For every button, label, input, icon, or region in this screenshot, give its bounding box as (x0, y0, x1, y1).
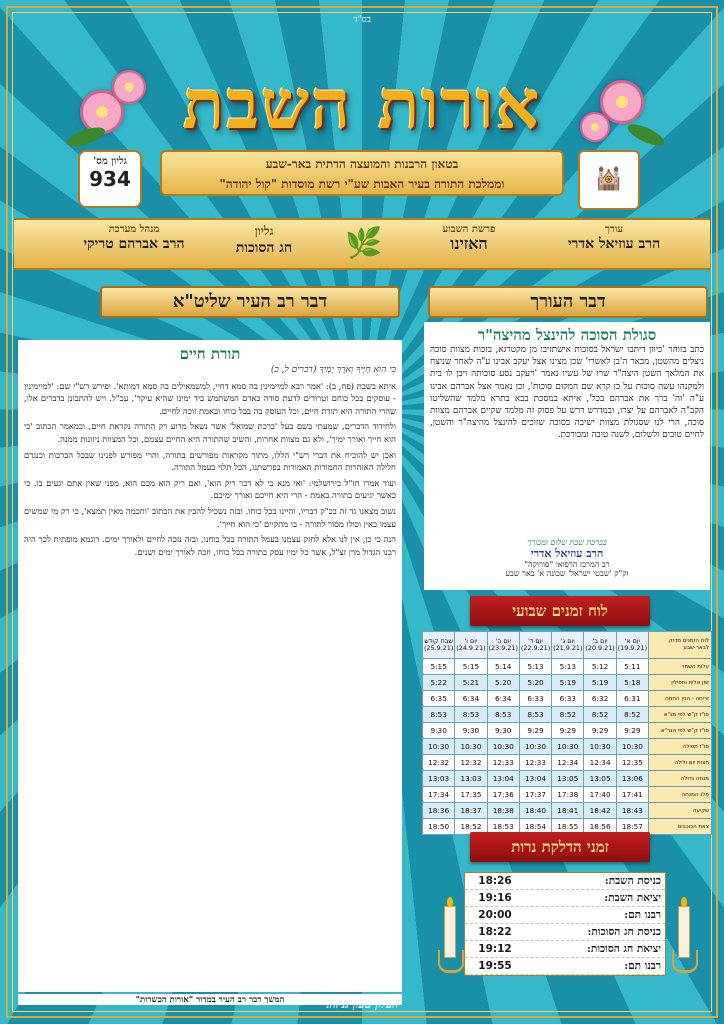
times-row-label: צאת הכוכבים (649, 819, 712, 835)
time-cell: 18:43 (616, 803, 648, 819)
time-cell: 18:42 (584, 803, 616, 819)
time-cell: 10:30 (423, 739, 455, 755)
publisher-line-1: בטאון הרבנות והמועצה הדתית באר-שבע (265, 157, 459, 171)
times-row-label: סו"ז ק"ש לפי הגר"א (649, 723, 712, 739)
time-cell: 8:52 (616, 707, 648, 723)
time-cell: 5:20 (519, 675, 551, 691)
time-cell: 6:34 (487, 691, 519, 707)
editor-block (534, 224, 694, 253)
times-row-label: פלג המנחה (649, 787, 712, 803)
institution-logo-icon: 🕍 (578, 150, 640, 210)
parasha-name: האזינו (450, 234, 488, 253)
time-cell: 10:30 (584, 739, 616, 755)
time-cell: 5:18 (616, 675, 648, 691)
verse-quote: כִּי הוּא חַיֶּיךָ וְאֹרֶךְ יָמֶיךָ (דברים ל, כ) (270, 365, 396, 375)
time-cell: 10:30 (552, 739, 584, 755)
time-cell: 18:38 (487, 803, 519, 819)
time-cell: 8:52 (552, 707, 584, 723)
gilyon-block (214, 224, 314, 257)
signature-title-2: וק"ק 'שבטי ישראל' שכונה א' באר שבע (505, 569, 629, 578)
time-cell: 12:32 (423, 755, 455, 771)
lulav-icon: 🌿 (345, 226, 383, 261)
time-cell: 5:20 (487, 675, 519, 691)
candlestick-base-icon (438, 950, 464, 973)
time-cell: 5:14 (487, 659, 519, 675)
info-bar (14, 218, 710, 270)
issue-box (78, 150, 142, 208)
time-cell: 10:30 (455, 739, 487, 755)
times-row-label: חצות יום ולילה (649, 755, 712, 771)
candle-time-row (465, 958, 665, 975)
article-paragraph: ואכן יש להוכיח את דברי רש"י הללו, מתוך מקראות מפורשים בתורה, והרי מפורש לפנינו שבכל הברכות וכנגדם חלילה האזהרות החמורות האמורות בפרשתנו, הכל תלוי בעמל התורה. (24, 449, 396, 473)
time-cell: 17:34 (423, 787, 455, 803)
times-row-label: זריחה - הנץ החמה (649, 691, 712, 707)
candle-time-value: 19:16 (478, 892, 512, 904)
publisher-line-2: וממלכת התורה בעיר האבות שע"י רשת מוסדות "קול יהודה" (219, 177, 505, 191)
times-row (423, 771, 712, 787)
times-row (423, 755, 712, 771)
candle-time-row (465, 924, 665, 941)
time-cell: 5:13 (519, 659, 551, 675)
time-cell: 6:33 (552, 691, 584, 707)
time-cell: 13:04 (487, 771, 519, 787)
day-header (584, 632, 616, 659)
candle-time-value: 18:26 (478, 875, 512, 887)
day-date: (22.9.21) (520, 644, 551, 652)
candle-time-label: יציאת חג הסוכות: (587, 943, 661, 955)
time-cell: 9:29 (519, 723, 551, 739)
manager-heading: מנהל מערכת (108, 224, 160, 235)
time-cell: 13:05 (584, 771, 616, 787)
time-cell: 13:03 (423, 771, 455, 787)
article-paragraph: ועוד אמרו חז"ל בירושלמי: 'ואי מנא כי לא דבר ריק הוא', ואם ריק הוא מכם הוא, מפני שאין אתם יגעים בו. כי כאשר יגיעים בתורה באמת - הרי היא חייכם ואורך ימיכם. (24, 477, 396, 501)
editor-heading: עורך (604, 224, 624, 235)
time-cell: 9:29 (552, 723, 584, 739)
candle-time-value: 20:00 (478, 909, 512, 921)
day-header (552, 632, 584, 659)
day-header (487, 632, 519, 659)
candle-lighting-title: זמני הדלקת נרות (470, 832, 650, 862)
rabbi-article (18, 340, 402, 992)
times-corner-header: לוח הזמנים מדוק לבאר-שבע (649, 632, 712, 659)
times-row-label: סו"ז תפילה (649, 739, 712, 755)
time-cell: 18:50 (423, 819, 455, 835)
signature-name: הרב עוזיאל אדרי (530, 547, 604, 560)
time-cell: 18:36 (423, 803, 455, 819)
time-cell: 5:19 (552, 675, 584, 691)
signature-blessing: בברכת שבת שלום ומבורך (527, 538, 607, 547)
time-cell: 13:03 (455, 771, 487, 787)
time-cell: 8:53 (519, 707, 551, 723)
candle-time-value: 18:22 (478, 926, 512, 938)
day-date: (24.9.21) (456, 644, 486, 652)
day-header (519, 632, 551, 659)
time-cell: 12:33 (519, 755, 551, 771)
times-row (423, 723, 712, 739)
candle-time-value: 19:12 (478, 943, 512, 955)
time-cell: 12:35 (616, 755, 648, 771)
candle-time-row (465, 890, 665, 907)
candle-time-label: כניסת השבת: (604, 875, 661, 887)
time-cell: 18:37 (455, 803, 487, 819)
time-cell: 5:12 (584, 659, 616, 675)
manager-block (54, 224, 214, 253)
day-header (616, 632, 648, 659)
day-name: יום ב' (592, 637, 608, 645)
candle-time-label: רבנו תם: (624, 909, 661, 921)
times-row (423, 707, 712, 723)
time-cell: 13:06 (616, 771, 648, 787)
time-cell: 10:30 (487, 739, 519, 755)
time-cell: 17:37 (519, 787, 551, 803)
candle-time-label: יציאת השבת: (604, 892, 661, 904)
day-date: (23.9.21) (488, 644, 518, 652)
times-row-label: עלות השחר (649, 659, 712, 675)
rabbi-article-title: תורת חיים (179, 345, 241, 363)
manager-name: הרב אברהם טריקי (83, 236, 185, 252)
time-cell: 18:53 (487, 819, 519, 835)
article-paragraph: איתא בשבת (פח, ב): 'אמר רבא למיימינין בה סמא דחיי, למשמאילים בה סמא דמותא'. ופירש רש"י שם: 'למיימינין - עוסקים בכל כוחם וטרודים לדעת סודה כאדם המשתמש ביד ימינו שהיא עיקר', עכ"ל. ויש להתבונן בדברים אלו, שהרי התורה היא תורת חיים, וכל העוסק בה בכל כוחו ובאמת זוכה לחיים. (24, 380, 396, 416)
time-cell: 9:30 (487, 723, 519, 739)
times-row (423, 675, 712, 691)
gilyon-heading: גליון (254, 224, 274, 238)
candle-time-label: רבנו תם: (624, 960, 661, 972)
candle-time-value: 19:55 (478, 960, 512, 972)
article-paragraph: הנה כי כן, אין לנו אלא לחזק עצמנו בעמל התורה בכל כוחנו, ובזה נזכה לחיים ולאורך ימים. דוגמא מופתית לכך היה רבנו הגדול מרן זצ"ל, אשר כל ימיו עסק בתורה בכל כוחו, וזכה לאורך ימים ושנים. (24, 534, 396, 557)
times-row (423, 691, 712, 707)
time-cell: 8:53 (487, 707, 519, 723)
time-cell: 12:34 (584, 755, 616, 771)
time-cell: 10:30 (616, 739, 648, 755)
day-date: (25.9.21) (423, 644, 454, 652)
time-cell: 5:22 (423, 675, 455, 691)
time-cell: 13:04 (519, 771, 551, 787)
day-header (455, 632, 487, 659)
time-cell: 5:15 (423, 659, 455, 675)
time-cell: 5:19 (584, 675, 616, 691)
time-cell: 8:53 (455, 707, 487, 723)
weekly-times-title: לוח זמנים שבועי (470, 596, 650, 626)
candle-time-label: כניסת חג הסוכות: (587, 926, 661, 938)
time-cell: 18:55 (552, 819, 584, 835)
candle-time-row (465, 907, 665, 924)
day-name: שבת קודש (424, 637, 454, 645)
time-cell: 18:57 (616, 819, 648, 835)
time-cell: 8:52 (584, 707, 616, 723)
time-cell: 18:56 (584, 819, 616, 835)
continued-note: המשך דבר רב העיר במדור "אורות הכשרות" (18, 994, 402, 1005)
time-cell: 9:30 (455, 723, 487, 739)
editor-article-body: כתב בזוהר 'כיוון דיתבו ישראל בסוכות אישתזיבו מן מקטרגא, בזכות מצוות סוכה ניצלים מהשטן, מבאר ה'בן לאשרי' שכן מצינו אצל יעקב אבינו ע"ה לאחר שניצח את המלאך השטן היצה"ר שרו של עשיו נאמר 'ויעקב נסע סוכותה ויבן לו בית ולמקנהו עשה סוכות על כן קרא שם המקום סוכות', וכן נאמר אצל אברהם אבינו ע"ה 'וה' ברך את אברהם בכל', איתא במסכת בבא בתרא מלמד שהשליטו הקב"ה לאברהם על יצרו, ובמדרש דרש על פסוק זה מלמד שקיים אברהם מצוות סוכה, הרי לנו שסגולת מצוות ישיבה בסוכה שזוכים להינצל מהיצה"ר והשטן, לחיים טובים ולשלום, לשנה טובה ומבורכת. (430, 345, 704, 441)
time-cell: 17:35 (455, 787, 487, 803)
time-cell: 6:31 (616, 691, 648, 707)
publisher-band (160, 150, 564, 196)
time-cell: 18:52 (455, 819, 487, 835)
day-header (423, 632, 455, 659)
time-cell: 5:15 (455, 659, 487, 675)
editor-name: הרב עוזיאל אדרי (567, 236, 661, 252)
day-name: יום ג' (560, 637, 575, 645)
time-cell: 18:40 (519, 803, 551, 819)
day-date: (20.9.21) (585, 644, 615, 652)
time-cell: 6:32 (584, 691, 616, 707)
newsletter-title: אורות השבת (182, 65, 542, 145)
time-cell: 6:33 (519, 691, 551, 707)
candlestick-base-icon (672, 950, 698, 973)
gilyon-name: חג הסוכות (235, 240, 293, 256)
times-row (423, 659, 712, 675)
parasha-heading: פרשת השבוע (442, 224, 496, 235)
time-cell: 10:30 (519, 739, 551, 755)
time-cell: 8:53 (423, 707, 455, 723)
time-cell: 9:30 (423, 723, 455, 739)
time-cell: 17:40 (584, 787, 616, 803)
editor-column-header: דבר העורך (428, 286, 708, 318)
time-cell: 9:29 (584, 723, 616, 739)
day-name: יום א' (624, 637, 641, 645)
candle-time-row (465, 941, 665, 958)
candle-lighting-list (464, 872, 666, 976)
day-name: יום ה' (495, 637, 511, 645)
time-cell: 5:11 (616, 659, 648, 675)
time-cell: 17:41 (616, 787, 648, 803)
candle-time-row (465, 873, 665, 890)
article-paragraph: ולחידוד הדברים, שמעתי בשם בעל 'ברכת שמואל' אשר נשאל מדוע רק התורה נקראת חיים, וכמאמר הכתוב 'כי הוא חייך ואורך ימיך', ולא גם מצוות אחרות, והשיב שהתורה היא החיים עצמם, וכל המצוות ניזונות ממנה. (24, 421, 396, 444)
time-cell: 18:41 (552, 803, 584, 819)
time-cell: 17:36 (487, 787, 519, 803)
day-name: יום ו' (464, 637, 478, 645)
editor-article-title: סגולת הסוכה להינצל מהיצה"ר (477, 326, 657, 344)
issue-number: 934 (89, 167, 131, 191)
time-cell: 6:35 (423, 691, 455, 707)
genizah-footer: העלון טעון גניזה. (325, 998, 399, 1011)
time-cell: 12:34 (552, 755, 584, 771)
times-row (423, 787, 712, 803)
time-cell: 9:29 (616, 723, 648, 739)
times-row-label: שקיעה (649, 803, 712, 819)
times-row-label: זמן טלית ותפילין (649, 675, 712, 691)
time-cell: 12:32 (455, 755, 487, 771)
parasha-block (414, 224, 524, 253)
time-cell: 6:34 (455, 691, 487, 707)
top-mark: בס"ד (353, 15, 371, 25)
time-cell: 5:13 (552, 659, 584, 675)
times-row-label: סו"ז ק"ש לפי מג"א (649, 707, 712, 723)
editor-article (424, 322, 710, 542)
issue-label: גליון מס' (93, 156, 127, 167)
time-cell: 5:21 (455, 675, 487, 691)
day-date: (19.9.21) (617, 644, 648, 652)
rabbi-column-header: דבר רב העיר שליט"א (100, 286, 400, 318)
article-paragraph: נשוב מצאנו גד זה בכ"ק דבריו, והיינו בכל כוחו. ובזה נשכיל להבין את הכתוב 'וחכמה מאין תמצא', כי רק מי שמשים עצמו כאין וכולו מסור לתורה - בו מתקיים 'כי הוא חייך'. (24, 505, 396, 529)
weekly-times-table (422, 631, 712, 835)
time-cell: 17:38 (552, 787, 584, 803)
times-row-label: מנחה גדולה (649, 771, 712, 787)
editor-signature (424, 538, 710, 590)
signature-title-1: רב המרכז הרפואי "סורוקה" (524, 560, 610, 569)
day-date: (21.9.21) (553, 644, 583, 652)
time-cell: 13:05 (552, 771, 584, 787)
time-cell: 18:54 (519, 819, 551, 835)
times-row (423, 739, 712, 755)
time-cell: 12:33 (487, 755, 519, 771)
times-row (423, 803, 712, 819)
day-name: יום ד' (528, 637, 543, 645)
